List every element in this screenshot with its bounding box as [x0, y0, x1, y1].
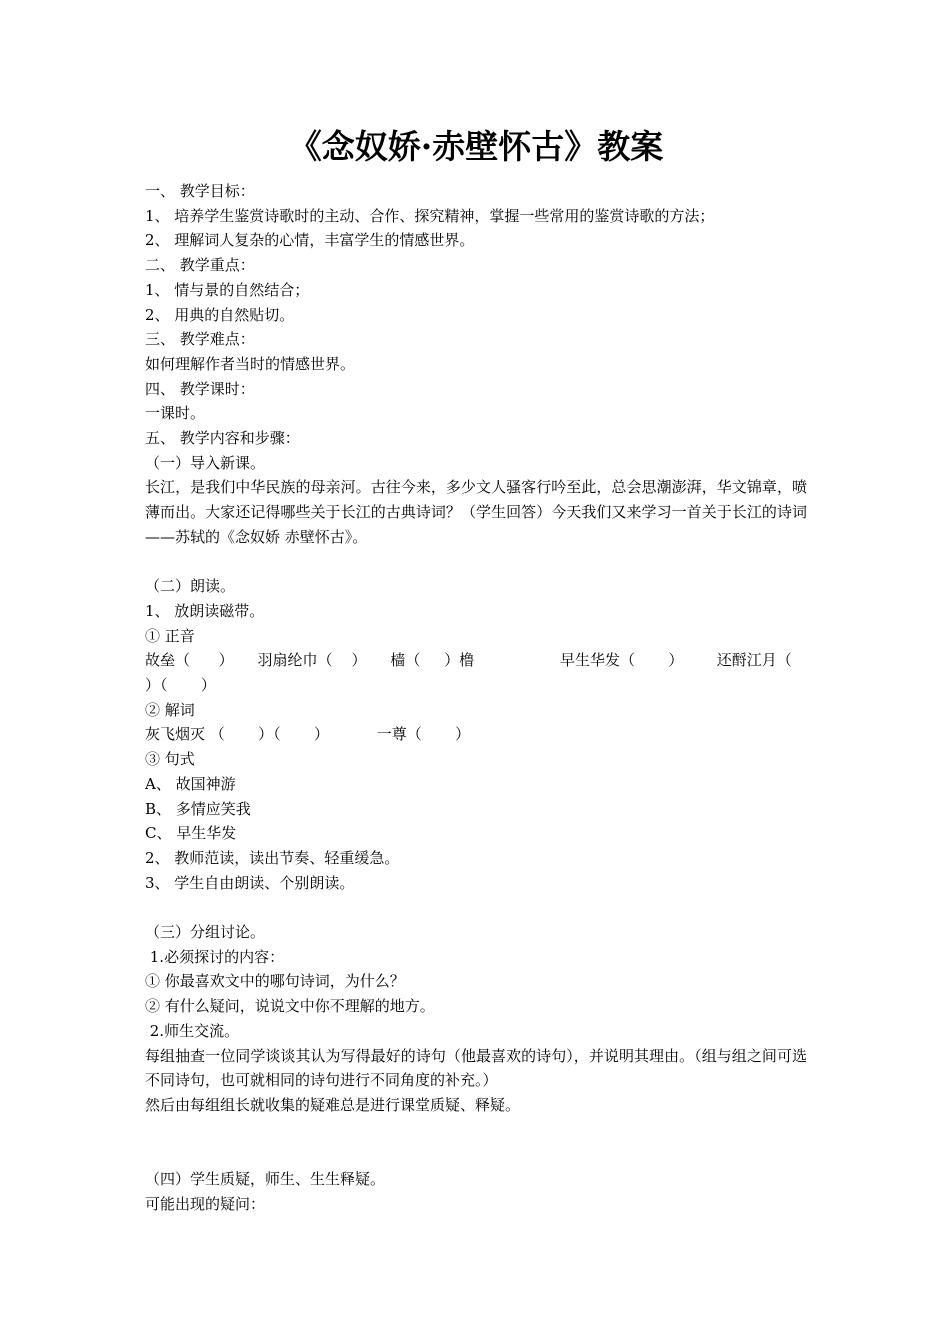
body-line: ① 你最喜欢文中的哪句诗词，为什么？	[145, 972, 405, 991]
body-line: 如何理解作者当时的情感世界。	[145, 354, 356, 373]
body-line: （一）导入新课。	[145, 453, 266, 472]
body-line: B、 多情应笑我	[145, 799, 251, 818]
body-line: 2.师生交流。	[145, 1021, 240, 1040]
blank-line	[145, 1142, 807, 1167]
body-line: 一课时。	[145, 404, 206, 423]
body-line: 2、 教师范读，读出节奏、轻重缓急。	[145, 848, 400, 867]
body-line: 五、 教学内容和步骤：	[145, 429, 300, 448]
body-line: 1、 情与景的自然结合；	[145, 280, 310, 299]
body-line: ）（ ）	[145, 676, 216, 695]
body-line: （三）分组讨论。	[145, 923, 266, 942]
document-body	[145, 179, 807, 1216]
body-line: 1、 放朗读磁带。	[145, 601, 265, 620]
body-line: A、 故国神游	[145, 774, 236, 793]
blank-line	[145, 550, 807, 575]
body-line: 1、 培养学生鉴赏诗歌时的主动、合作、探究精神，掌握一些常用的鉴赏诗歌的方法；	[145, 206, 715, 225]
body-line: ① 正音	[145, 626, 195, 645]
body-line: 2、 理解词人复杂的心情，丰富学生的情感世界。	[145, 231, 475, 250]
document-page	[145, 127, 807, 1216]
body-line: C、 早生华发	[145, 824, 237, 843]
blank-line	[145, 1118, 807, 1143]
body-line: 三、 教学难点：	[145, 330, 255, 349]
body-line: （四）学生质疑，师生、生生释疑。	[145, 1170, 386, 1189]
body-line: 灰飞烟灭 （ ）（ ） 一尊（ ）	[145, 725, 471, 744]
body-paragraph: 每组抽查一位同学谈谈其认为写得最好的诗句（他最喜欢的诗句），并说明其理由。（组与组之间可选不同诗句，也可就相同的诗句进行不同角度的补充。）	[145, 1046, 807, 1090]
body-line: 1.必须探讨的内容：	[145, 947, 285, 966]
body-line: 四、 教学课时：	[145, 379, 255, 398]
body-line: 2、 用典的自然贴切。	[145, 305, 295, 324]
body-line: ② 有什么疑问，说说文中你不理解的地方。	[145, 997, 435, 1016]
body-line: 然后由每组组长就收集的疑难总是进行课堂质疑、释疑。	[145, 1095, 521, 1114]
body-line: 故垒（ ） 羽扇纶巾（ ） 樯（ ）橹 早生华发（ ） 还酹江月（	[145, 651, 792, 670]
body-line: 二、 教学重点：	[145, 256, 255, 275]
body-line: ② 解词	[145, 700, 195, 719]
document-title: 《念奴娇·赤壁怀古》教案	[288, 127, 664, 166]
body-line: （二）朗读。	[145, 577, 236, 596]
body-line: 3、 学生自由朗读、个别朗读。	[145, 873, 355, 892]
body-line: 可能出现的疑问：	[145, 1194, 266, 1213]
body-line: 一、 教学目标：	[145, 182, 255, 200]
body-paragraph: 长江，是我们中华民族的母亲河。古往今来，多少文人骚客行吟至此，总会思潮澎湃，华文锦章，喷薄而出。大家还记得哪些关于长江的古典诗词？（学生回答）今天我们又来学习一首关于长江的诗词——苏轼的《念奴娇 赤壁怀古》。	[145, 478, 807, 546]
body-line: ③ 句式	[145, 750, 195, 769]
blank-line	[145, 895, 807, 920]
